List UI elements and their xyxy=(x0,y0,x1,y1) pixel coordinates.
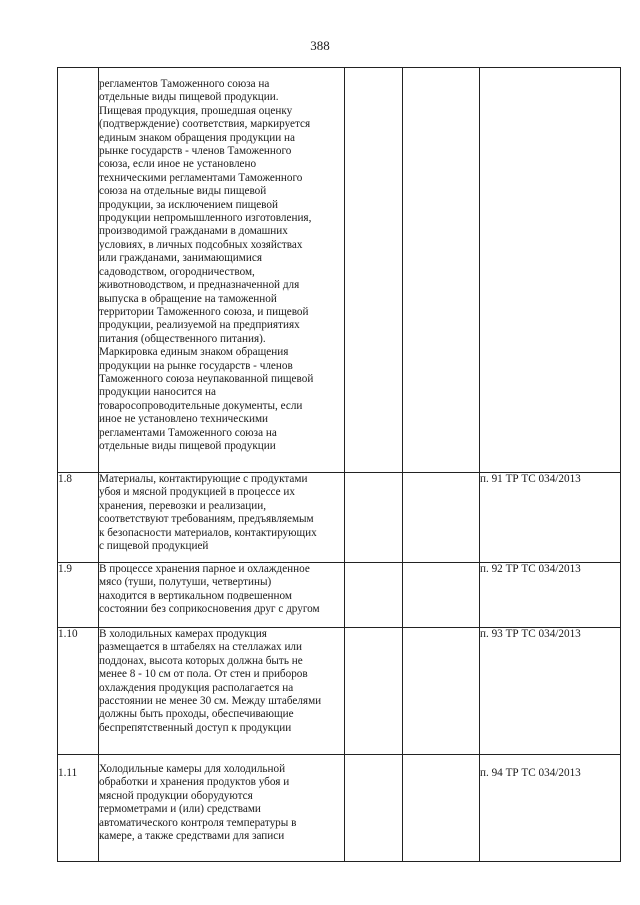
requirements-table xyxy=(57,67,621,862)
requirement-text-line: обработки и хранения продуктов убоя и xyxy=(99,776,290,789)
requirement-text-line: Маркировка единым знаком обращения xyxy=(99,346,289,359)
requirement-text-line: продукции, за исключением пищевой xyxy=(99,198,278,211)
row-number-cell: 1.8 xyxy=(58,473,99,563)
requirement-text-line: отдельные виды пищевой продукции xyxy=(99,439,276,452)
requirement-text-line: животноводством, и предназначенной для xyxy=(99,279,300,292)
table-row xyxy=(58,755,621,862)
requirement-text-line: выпуска в обращение на таможенной xyxy=(99,292,277,305)
requirement-text-line: отдельные виды пищевой продукции. xyxy=(99,91,279,104)
requirement-text-line: союза, если иное не установлено xyxy=(99,158,257,171)
requirement-text-line: размещается в штабелях на стеллажах или xyxy=(99,641,303,654)
empty-cell-b xyxy=(403,68,480,473)
requirement-text-cell xyxy=(99,755,345,862)
requirement-text-line: беспрепятственный доступ к продукции xyxy=(99,721,292,734)
empty-cell-a xyxy=(345,563,403,628)
requirement-text-line: состоянии без соприкосновения друг с другом xyxy=(99,603,320,616)
requirement-text-line: мясной продукции оборудуются xyxy=(99,789,253,802)
requirement-text-line: союза на отдельные виды пищевой xyxy=(99,185,267,198)
requirement-text-line: условиях, в личных подсобных хозяйствах xyxy=(99,238,303,251)
requirement-text-line: рынке государств - членов Таможенного xyxy=(99,145,292,158)
requirement-text-line: товаросопроводительные документы, если xyxy=(99,399,303,412)
requirement-text-line: находится в вертикальном подвешенном xyxy=(99,589,292,602)
requirement-text-line: иное не установлено техническими xyxy=(99,413,269,426)
requirement-text-line: техническими регламентами Таможенного xyxy=(99,171,303,184)
requirement-text-line: продукции, реализуемой на предприятиях xyxy=(99,319,300,332)
requirement-text-line: единым знаком обращения продукции на xyxy=(99,131,295,144)
requirement-text-cell xyxy=(99,473,345,563)
requirement-text-line: охлаждения продукция располагается на xyxy=(99,681,294,694)
empty-cell-b xyxy=(403,755,480,862)
requirement-text-cell xyxy=(99,628,345,755)
requirement-text-line: автоматического контроля температуры в xyxy=(99,816,297,829)
requirement-text-line: В холодильных камерах продукция xyxy=(99,628,267,640)
regulation-reference-cell: п. 92 ТР ТС 034/2013 xyxy=(480,563,621,628)
requirement-text-line: камере, а также средствами для записи xyxy=(99,830,285,843)
requirement-text-line: Пищевая продукция, прошедшая оценку xyxy=(99,104,293,117)
table-row xyxy=(58,68,621,473)
requirement-text-cell xyxy=(99,563,345,628)
requirement-text-line: продукции непромышленного изготовления, xyxy=(99,212,312,225)
requirement-text-line: с пищевой продукцией xyxy=(99,540,209,553)
empty-cell-b xyxy=(403,628,480,755)
requirement-text-line: регламентов Таможенного союза на xyxy=(99,78,270,90)
requirement-text-line: продукции наносится на xyxy=(99,386,216,399)
requirement-text-line: или гражданами, занимающимися xyxy=(99,252,262,265)
requirement-text-line: питания (общественного питания). xyxy=(99,332,266,345)
regulation-reference-cell: п. 91 ТР ТС 034/2013 xyxy=(480,473,621,563)
row-number-cell: 1.9 xyxy=(58,563,99,628)
requirement-text-line: к безопасности материалов, контактирующих xyxy=(99,526,317,539)
requirement-text-line: хранения, перевозки и реализации, xyxy=(99,499,267,512)
regulation-reference-cell: п. 94 ТР ТС 034/2013 xyxy=(480,755,621,862)
requirement-text-line: Холодильные камеры для холодильной xyxy=(99,763,286,775)
empty-cell-a xyxy=(345,68,403,473)
row-number-cell xyxy=(58,68,99,473)
requirement-text-line: В процессе хранения парное и охлажденное xyxy=(99,563,310,575)
requirement-text-line: Материалы, контактирующие с продуктами xyxy=(99,473,308,485)
requirement-text-line: (подтверждение) соответствия, маркируется xyxy=(99,118,311,131)
requirement-text-line: территории Таможенного союза, и пищевой xyxy=(99,305,309,318)
page-number: 388 xyxy=(310,38,330,53)
empty-cell-a xyxy=(345,628,403,755)
requirement-text-line: термометрами и (или) средствами xyxy=(99,803,261,816)
requirement-text-line: Таможенного союза неупакованной пищевой xyxy=(99,372,314,385)
requirement-text-line: должны быть проходы, обеспечивающие xyxy=(99,708,294,721)
requirement-text-line: регламентами Таможенного союза на xyxy=(99,426,277,439)
regulation-reference-cell: п. 93 ТР ТС 034/2013 xyxy=(480,628,621,755)
empty-cell-a xyxy=(345,473,403,563)
requirement-text-line: соответствуют требованиям, предъявляемым xyxy=(99,513,314,526)
requirement-text-line: поддонах, высота которых должна быть не xyxy=(99,654,303,667)
requirement-text-line: производимой гражданами в домашних xyxy=(99,225,288,238)
requirement-text-line: мясо (туши, полутуши, четвертины) xyxy=(99,576,272,589)
row-number-cell: 1.11 xyxy=(58,755,99,862)
empty-cell-a xyxy=(345,755,403,862)
empty-cell-b xyxy=(403,473,480,563)
table-row xyxy=(58,563,621,628)
requirement-text-line: садоводством, огородничеством, xyxy=(99,265,255,278)
requirement-text-line: продукции на рынке государств - членов xyxy=(99,359,293,372)
table-row xyxy=(58,473,621,563)
requirement-text-line: убоя и мясной продукцией в процессе их xyxy=(99,486,295,499)
regulation-reference-cell xyxy=(480,68,621,473)
row-number-cell: 1.10 xyxy=(58,628,99,755)
requirement-text-line: расстоянии не менее 30 см. Между штабелями xyxy=(99,695,322,708)
requirement-text-cell xyxy=(99,68,345,473)
table-row xyxy=(58,628,621,755)
empty-cell-b xyxy=(403,563,480,628)
requirement-text-line: менее 8 - 10 см от пола. От стен и приборов xyxy=(99,668,308,681)
